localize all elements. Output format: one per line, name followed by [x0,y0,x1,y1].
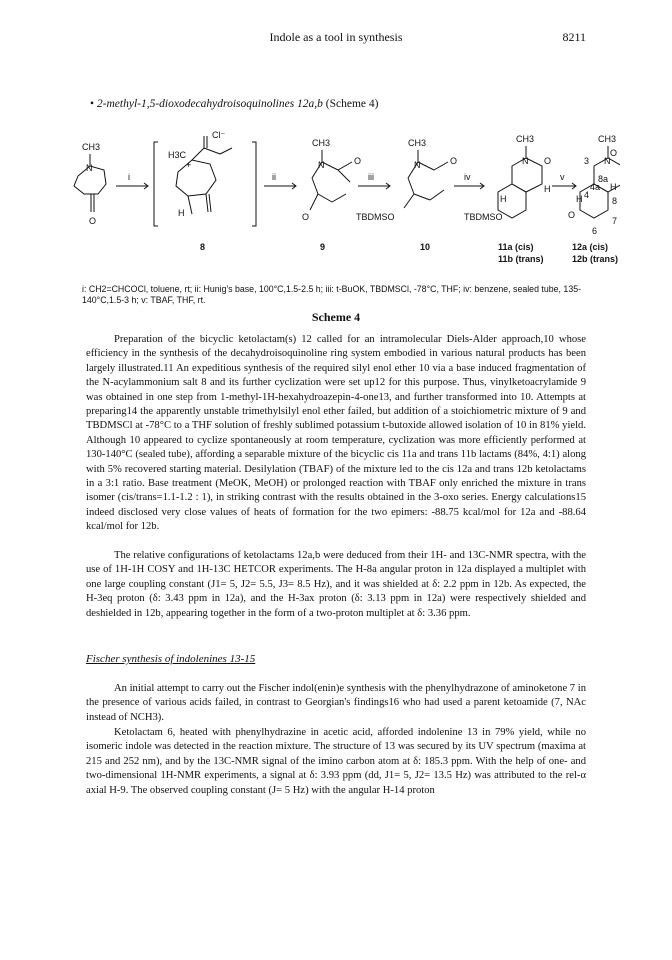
paragraph-text: Ketolactam 6, heated with phenylhydrazine in acetic acid, afforded indolenine 13 in 79% yield, while no isomeric indole was detected in the reaction mixture. The structure of 13 was secured by its UV spectrum (maxima at 215 and 252 nm), and by the 13C-NMR signal of the imino carbon atom at δ: 185.3 ppm. With the help of one- and two-dimensional 1H-NMR experiments, a signal at δ: 3.93 ppm (dd, J1= 5, J2= 13.5 Hz) was attributed to the rel-α axial H-9. The observed coupling constant (J= 5 Hz) with the angular H-14 proton [86,727,586,796]
paragraph-1 [86,333,586,535]
atom-label: CH3 [598,134,617,144]
reaction-conditions: i: CH2=CHCOCl, toluene, rt; ii: Hunig's base, 100°C,1.5-2.5 h; iii: t-BuOK, TBDMSCl, -78°C, THF; iv: benzene, sealed tube, 135-140°C,1.5-3 h; v: TBAF, THF, rt. [82,284,582,305]
running-title: Indole as a tool in synthesis [269,30,403,44]
compound-label: 8 [200,242,206,252]
paragraph-text: Preparation of the bicyclic ketolactam(s) 12 called for an intramolecular Diels-Alder approach,10 whose efficiency in the synthesis of the decahydroisoquinoline ring system embodied in various natural products has been largely illustrated.11 An expeditious synthesis of the required silyl enol ether 10 via a base induced fragmentation of the N-acylammonium salt 8 and its further cyclization were set up12 for this purpose. Thus, vinylketoacrylamide 9 was obtained in one step from 1-methyl-1H-hexahydroazepin-4-one13, and further transformed into 10. Attempts at preparing14 the apparently unstable trimethylsilyl enol ether failed, but addition of a stoichiometric mixture of 9 and TBDMSCl at -78°C to a THF solution of freshly sublimed potassium t-butoxide allowed isolation of 10 in 81% yield. Although 10 appeared to cyclize spontaneously at room temperature, cyclization was more efficiently performed at 130-140°C (sealed tube), affording a separable mixture of the bicyclic cis 11a and trans 11b lactams (84%, 4:1) along with 5% recovered starting material. Desilylation (TBAF) of the mixture led to the cis 12a and trans 12b ketolactams in a 3:1 ratio. Base treatment (MeOK, MeOH) or prolonged reaction with TBAF only enriched the mixture in trans isomer (cis/trans=1.1-1.2 : 1), in striking contrast with the results obtained in the 3-oxo series. Energy calculations15 indeed disclosed very close values of heats of formation for the two epimers: -88.75 kcal/mol for 12a and -88.64 kcal/mol for 12b. [86,334,586,533]
compound-label: 12b (trans) [572,254,619,264]
salt-ring [176,160,216,196]
position-label: 7 [612,216,618,226]
atom-label: N [318,160,325,170]
atom-label: N [522,156,529,166]
atom-label: O [354,156,362,166]
paragraph-2 [86,549,586,621]
step-label: iv [464,172,471,182]
atom-label: Cl⁻ [212,130,226,140]
atom-label: CH3 [82,142,101,152]
page-number: 8211 [562,30,586,44]
bracket-right [252,142,256,226]
atom-label: TBDMSO [356,212,395,222]
position-label: 3 [584,156,590,166]
paragraph-text: The relative configurations of ketolactams 12a,b were deduced from their 1H- and 13C-NMR spectra, with the use of 1H-1H COSY and 1H-13C HETCOR experiments. The H-8a angular proton in 12a displayed a multiplet with one large coupling constant (J1= 5, J2= 5.5, J3= 8.5 Hz), and it was shielded at δ: 2.2 ppm in 12b. As expected, the H-3eq proton (δ: 3.43 ppm in 12a), and the H-3ax proton (δ: 3.13 ppm in 12a) were respectively shielded and deshielded in 12b, appearing together in the form of a two-proton multiplet at δ: 3.36 ppm. [86,550,586,619]
position-label: 8 [612,196,618,206]
section-heading [90,98,379,110]
atom-label: N [86,163,93,173]
paragraph-text: An initial attempt to carry out the Fischer indol(enin)e synthesis with the phenylhydrazone of aminoketone 7 in the presence of various acids failed, in contrast to Georgian's findings16 who had used a parent ketoamide (7, NAc instead of NCH3). [86,683,586,723]
section-title: 2-methyl-1,5-dioxodecahydroisoquinolines 12a,b [96,98,323,110]
atom-label: O [610,148,618,158]
atom-label: H [610,182,617,192]
compound-label: 11b (trans) [498,254,544,264]
scheme-caption: Scheme 4 [311,310,361,324]
atom-label: + [186,160,192,170]
compound-label: 12a (cis) [572,242,609,252]
atom-label: TBDMSO [464,212,503,222]
compound-label: 9 [320,242,326,252]
atom-label: O [544,156,552,166]
reaction-scheme-4 [60,128,620,280]
atom-label: CH3 [516,134,535,144]
paragraph-3 [86,682,586,725]
atom-label: O [450,156,458,166]
atom-label: H [178,208,185,218]
atom-label: CH3 [408,138,427,148]
atom-label: N [414,160,421,170]
atom-label: O [302,212,310,222]
atom-label: N [604,156,611,166]
subsection-heading: Fischer synthesis of indolenines 13-15 [86,653,256,665]
position-label: 4a [590,182,601,192]
step-label: iii [368,172,374,182]
scheme-reference: (Scheme 4) [325,98,379,110]
scheme-drawing [60,128,620,280]
position-label: 4 [584,190,590,200]
paragraph-4 [86,726,586,798]
atom-label: H [500,194,507,204]
position-label: 6 [592,226,598,236]
position-label: 8a [598,174,609,184]
step-label: v [560,172,565,182]
step-label: i [128,172,130,182]
atom-label: H [576,194,583,204]
compound-label: 11a (cis) [498,242,534,252]
bracket-left [154,142,158,226]
atom-label: CH3 [312,138,331,148]
bullet: • [90,98,95,110]
atom-label: O [89,216,97,226]
atom-label: H [544,184,551,194]
running-header [86,30,586,46]
compound-label: 10 [420,242,431,252]
step-label: ii [272,172,276,182]
acyl-bond [192,148,204,160]
atom-label: H3C [168,150,187,160]
atom-label: O [568,210,576,220]
